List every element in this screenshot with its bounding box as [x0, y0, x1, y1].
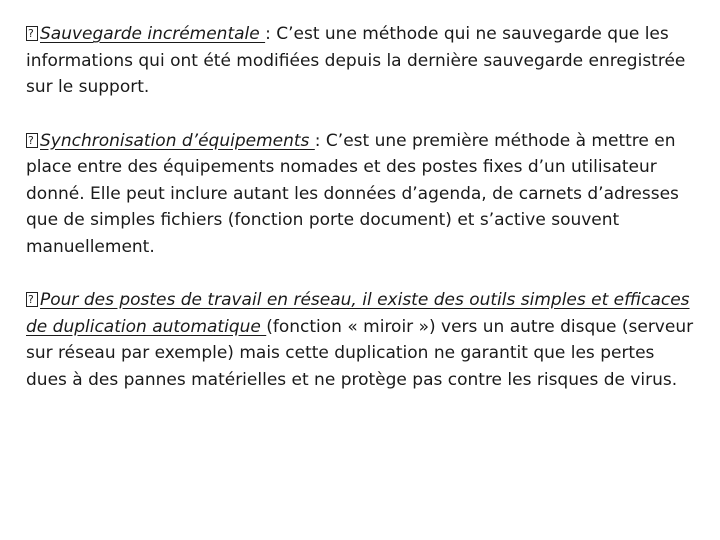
term-network-duplication: Pour des postes de travail en réseau, il existe des outils simples et efficaces de duplication automatique: [26, 290, 690, 337]
definition-incremental-backup: : C’est une méthode qui ne sauvegarde que les informations qui ont été modifiées depuis la dernière sauvegarde enregistrée sur le support.: [26, 24, 686, 97]
paragraph-device-sync: [26, 128, 694, 261]
definition-device-sync: : C’est une première méthode à mettre en place entre des équipements nomades et des postes fixes d’un utilisateur donné. Elle peut inclure autant les données d’agenda, de carnets d’adresses que de simples fichiers (fonction porte document) et s’active souvent manuellement.: [26, 130, 679, 257]
bullet-icon: [26, 133, 38, 148]
paragraph-network-duplication: [26, 287, 694, 393]
definition-network-duplication: (fonction « miroir ») vers un autre disque (serveur sur réseau par exemple) mais cette duplication ne garantit que les pertes dues à des pannes matérielles et ne protège pas contre les risques de virus.: [26, 316, 694, 390]
bullet-icon: [26, 292, 38, 307]
bullet-icon: [26, 26, 38, 41]
paragraph-incremental-backup: [26, 21, 694, 101]
term-incremental-backup: Sauvegarde incrémentale: [40, 24, 266, 44]
term-device-sync: Synchronisation d’équipements: [40, 130, 315, 151]
slide-content: [26, 21, 694, 420]
